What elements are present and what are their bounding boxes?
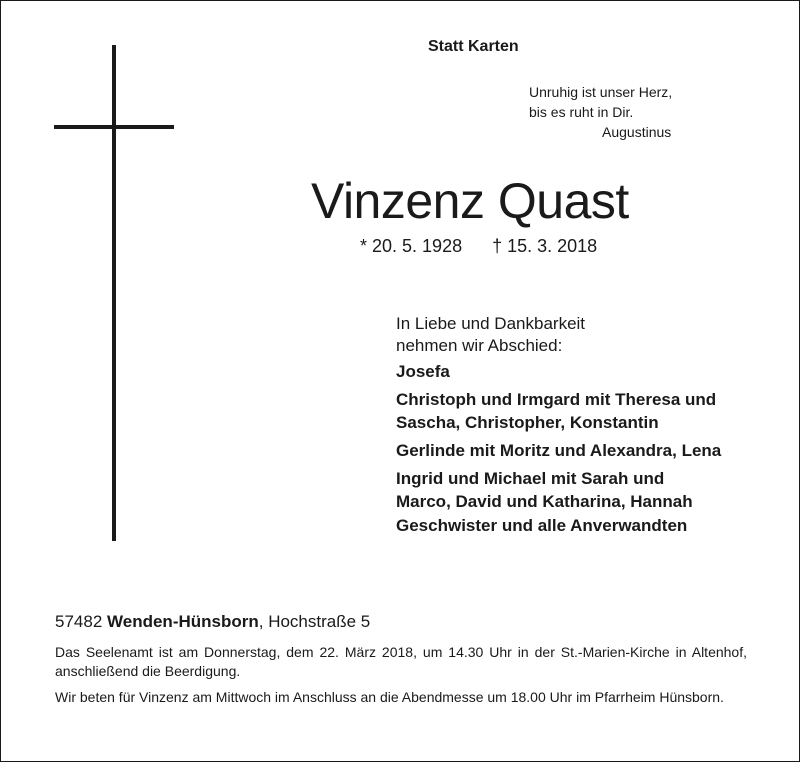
mourner-line: Gerlinde mit Moritz und Alexandra, Lena (396, 441, 722, 460)
mourner-group (396, 467, 786, 513)
prayer-notice: Wir beten für Vinzenz am Mittwoch im Anschluss an die Abendmesse um 18.00 Uhr im Pfarrheim Hünsborn. (55, 689, 724, 705)
mourner-line: Christoph und Irmgard mit Theresa und (396, 390, 717, 409)
address-street: , Hochstraße 5 (258, 612, 371, 631)
service-notice: Das Seelenamt ist am Donnerstag, dem 22. März 2018, um 14.30 Uhr in der St.-Marien-Kirche in Altenhof, anschließend die Beerdigung. (55, 644, 747, 679)
life-dates (360, 236, 597, 257)
intro-line-1: In Liebe und Dankbarkeit (396, 314, 586, 333)
mourner-line: Ingrid und Michael mit Sarah und (396, 469, 665, 488)
birth-date: * 20. 5. 1928 (360, 236, 463, 256)
mourner-group (396, 360, 786, 383)
address-zip: 57482 (55, 612, 103, 631)
death-date: † 15. 3. 2018 (492, 236, 598, 256)
cross-icon-vertical (112, 45, 116, 541)
verse-line-1: Unruhig ist unser Herz, (529, 84, 673, 100)
mourner-group (396, 388, 786, 434)
mourners-block (396, 313, 786, 537)
mourner-line: Sascha, Christopher, Konstantin (396, 413, 659, 432)
intro-line-2: nehmen wir Abschied: (396, 336, 563, 355)
verse-author: Augustinus (602, 124, 672, 140)
mourner-line: Geschwister und alle Anverwandten (396, 516, 688, 535)
mourners-intro (396, 313, 786, 357)
verse-line-2: bis es ruht in Dir. (529, 104, 634, 120)
cross-icon-horizontal (54, 125, 174, 129)
address-town: Wenden-Hünsborn (107, 612, 259, 631)
mourner-line: Josefa (396, 362, 450, 381)
address (55, 612, 370, 632)
header-statt-karten: Statt Karten (428, 38, 519, 55)
deceased-name: Vinzenz Quast (311, 173, 629, 229)
mourner-group (396, 439, 786, 462)
mourner-group (396, 514, 786, 537)
mourner-line: Marco, David und Katharina, Hannah (396, 492, 693, 511)
verse (529, 82, 672, 142)
